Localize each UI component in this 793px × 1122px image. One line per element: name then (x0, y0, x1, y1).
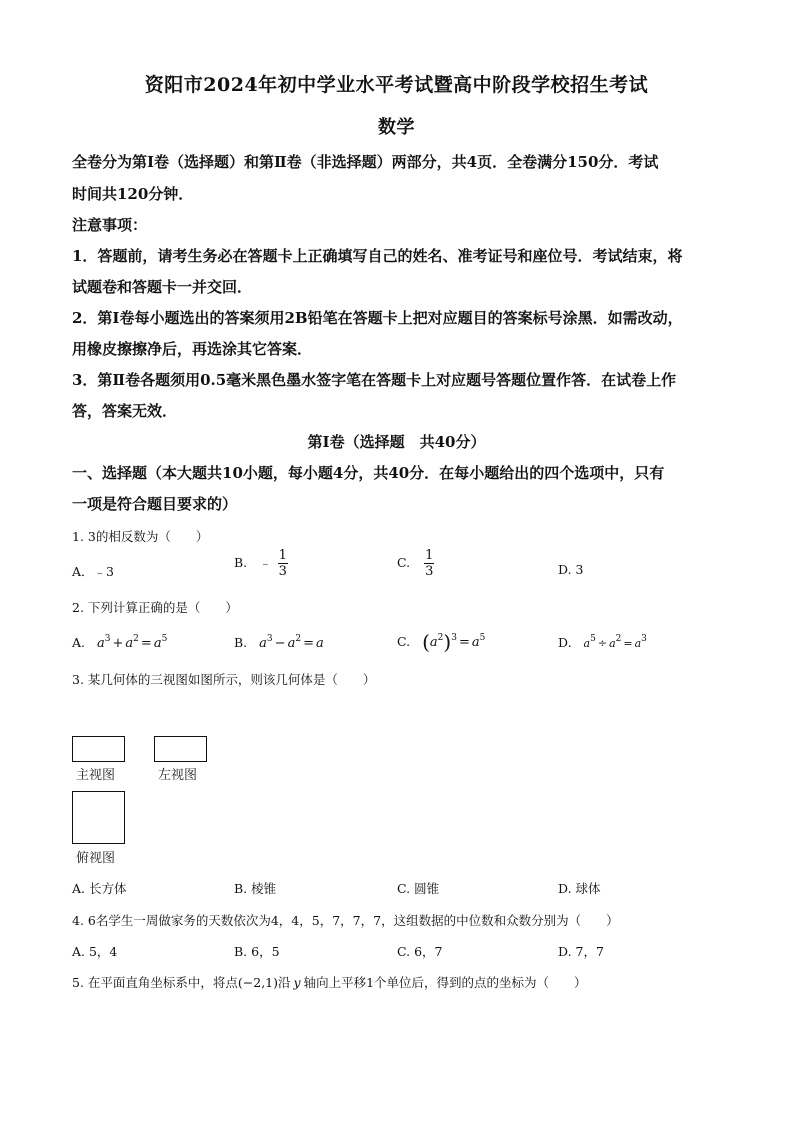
top-view-label: 俯视图 (76, 851, 116, 866)
question-2-option-a (72, 634, 167, 651)
option-b-sign: ﹣ (259, 555, 272, 570)
note-3-line-1: 3．第Ⅱ卷各题须用0.5毫米黑色墨水签字笔在答题卡上对应题号答题位置作答．在试卷上作 (72, 371, 677, 389)
question-2-option-b (234, 634, 324, 651)
fraction-numerator: 1 (425, 548, 434, 563)
note-2-line-2: 用橡皮擦擦净后，再选涂其它答案． (72, 340, 313, 358)
question-3-option-a: A. 长方体 (72, 881, 127, 896)
option-b-label: B. (234, 555, 248, 570)
question-1-option-c (397, 548, 434, 579)
question-4-option-c: C. 6，7 (397, 944, 443, 959)
intro-line-1: 全卷分为第Ⅰ卷（选择题）和第Ⅱ卷（非选择题）两部分，共4页．全卷满分150分．考试 (72, 153, 659, 171)
question-1-option-d: D. 3 (558, 562, 584, 577)
left-view-label: 左视图 (158, 768, 198, 783)
subject-title: 数学 (378, 117, 415, 138)
left-view-rectangle (154, 736, 207, 762)
fraction-denominator: 3 (425, 564, 434, 579)
question-3-option-d: D. 球体 (558, 881, 601, 896)
part-heading-line-2: 一项是符合题目要求的） (72, 495, 238, 513)
option-a-label: A. (72, 635, 86, 650)
note-2-line-1: 2．第Ⅰ卷每小题选出的答案须用2B铅笔在答题卡上把对应题目的答案标号涂黑．如需改动， (72, 309, 683, 327)
question-1-stem: 1. 3的相反数为（ ） (72, 529, 209, 544)
axis-variable: y (293, 975, 301, 990)
fraction-denominator: 3 (278, 564, 287, 579)
front-view-rectangle (72, 736, 125, 762)
option-b-label: B. (234, 635, 248, 650)
stem-suffix: 轴向上平移1个单位后，得到的点的坐标为（ ） (303, 975, 587, 990)
top-view-square (72, 791, 125, 844)
question-3-option-c: C. 圆锥 (397, 881, 440, 896)
option-b-fraction (278, 548, 288, 579)
option-c-formula: $(a^2)^3 = a^5$ (422, 630, 486, 654)
option-c-label: C. (397, 555, 411, 570)
question-3-option-b: B. 棱锥 (234, 881, 277, 896)
question-4-option-d: D. 7，7 (558, 944, 604, 959)
option-d-label: D. (558, 635, 572, 650)
front-view-label: 主视图 (76, 768, 116, 783)
question-4-option-b: B. 6，5 (234, 944, 280, 959)
question-3-stem: 3. 某几何体的三视图如图所示，则该几何体是（ ） (72, 672, 376, 687)
question-2-option-c (397, 630, 485, 654)
question-1-option-a: A．﹣3 (72, 564, 114, 579)
option-c-fraction (424, 548, 434, 579)
fraction-numerator: 1 (278, 548, 287, 563)
question-1-option-b (234, 548, 288, 579)
option-d-formula: $a^5 \div a^2 = a^3$ (583, 634, 647, 650)
exam-title: 资阳市2024年初中学业水平考试暨高中阶段学校招生考试 (144, 74, 649, 96)
question-4-stem: 4. 6名学生一周做家务的天数依次为4，4，5，7，7，7，这组数据的中位数和众数分别为（ ） (72, 913, 619, 928)
question-4-option-a: A. 5，4 (72, 944, 118, 959)
note-1-line-1: 1．答题前，请考生务必在答题卡上正确填写自己的姓名、准考证号和座位号．考试结束，将 (72, 247, 683, 265)
stem-middle: 沿 (278, 975, 291, 990)
stem-prefix: 5. 在平面直角坐标系中，将点 (72, 975, 238, 990)
question-2-stem: 2. 下列计算正确的是（ ） (72, 600, 238, 615)
note-1-line-2: 试题卷和答题卡一并交回． (72, 278, 253, 296)
part-heading-line-1: 一、选择题（本大题共10小题，每小题4分，共40分．在每小题给出的四个选项中，只有 (72, 464, 665, 482)
question-5-stem (72, 973, 587, 991)
point-coordinate: (−2,1) (237, 975, 279, 990)
option-c-label: C. (397, 634, 411, 649)
intro-line-2: 时间共120分钟． (72, 185, 194, 203)
section-title: 第Ⅰ卷（选择题 共40分） (307, 433, 486, 451)
option-b-formula: $a^3 - a^2 = a$ (259, 634, 324, 651)
notes-heading: 注意事项： (72, 216, 148, 234)
note-3-line-2: 答，答案无效． (72, 402, 178, 420)
option-a-formula: $a^3 + a^2 = a^5$ (97, 634, 168, 651)
question-2-option-d (558, 634, 647, 650)
